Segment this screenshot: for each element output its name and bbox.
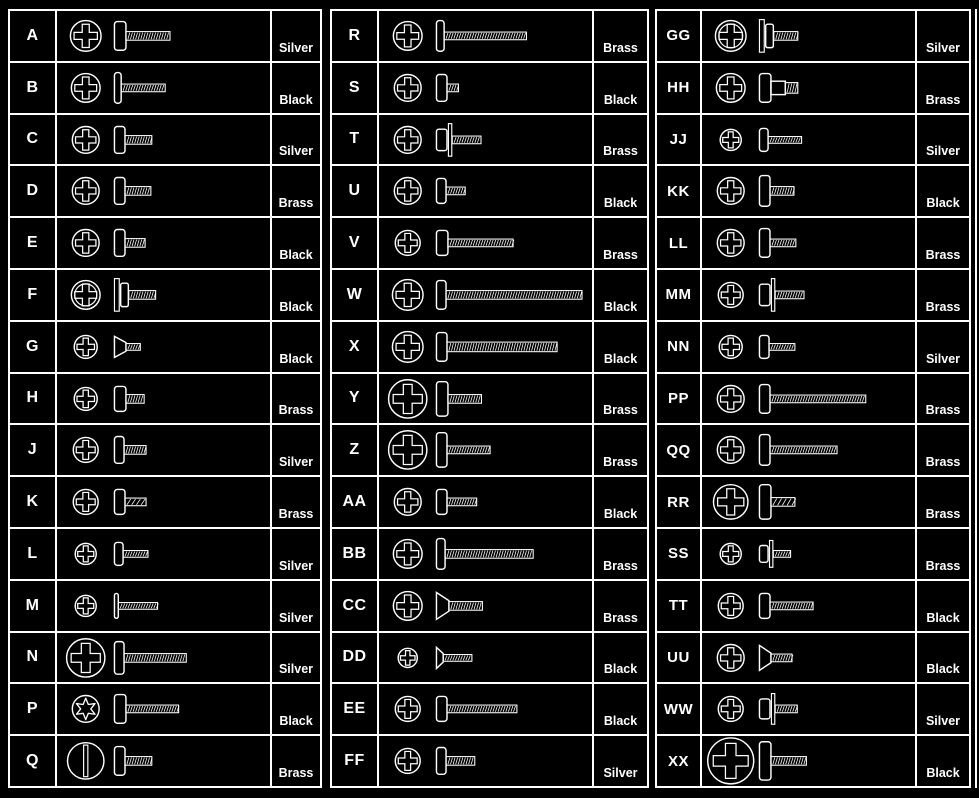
screw-pan-slot-icon [57,736,270,786]
screw-drawing [379,736,592,786]
finish-label: Brass [592,115,647,165]
table-row [657,164,969,216]
finish-label: Black [915,736,969,786]
screw-pan-phillips-icon [57,115,270,165]
table-row [332,61,647,113]
screw-csk-phillips-icon [702,633,915,683]
finish-label: Silver [915,684,969,734]
row-letter-label: A [10,11,57,61]
finish-label: Black [915,633,969,683]
screw-drawing [379,529,592,579]
table-row [657,682,969,734]
row-letter-label: NN [657,322,702,372]
row-letter-label: TT [657,581,702,631]
finish-label: Silver [270,425,320,475]
finish-label: Black [592,684,647,734]
screw-pan-phillips-icon [702,477,915,527]
screw-washer-phillips-icon [702,270,915,320]
screw-pan-phillips-icon [57,477,270,527]
screw-drawing [702,63,915,113]
table-row [657,579,969,631]
screw-pan-phillips-icon [379,11,592,61]
right-edge-border [975,9,977,788]
table-row [10,734,320,786]
finish-label: Brass [915,270,969,320]
finish-label: Silver [915,115,969,165]
row-letter-label: D [10,166,57,216]
finish-label: Brass [915,529,969,579]
table-row [332,423,647,475]
row-letter-label: DD [332,633,379,683]
row-letter-label: J [10,425,57,475]
screw-drawing [379,477,592,527]
row-letter-label: SS [657,529,702,579]
screw-drawing [57,425,270,475]
screw-pan-phillips-icon [379,166,592,216]
screw-drawing [57,322,270,372]
screw-washer-phillips-icon [702,529,915,579]
finish-label: Black [592,322,647,372]
row-letter-label: F [10,270,57,320]
finish-label: Silver [270,633,320,683]
screw-table-1 [8,9,322,788]
screw-pan-phillips-icon [702,218,915,268]
finish-label: Brass [915,425,969,475]
finish-label: Silver [270,115,320,165]
finish-label: Black [592,633,647,683]
screw-pan-phillips-icon [57,374,270,424]
screw-pan-phillips-icon [702,581,915,631]
screw-drawing [379,11,592,61]
row-letter-label: G [10,322,57,372]
screw-pan-phillips-icon [379,218,592,268]
table-row [10,682,320,734]
table-row [332,11,647,61]
row-letter-label: P [10,684,57,734]
screw-drawing [57,736,270,786]
finish-label: Silver [270,581,320,631]
screw-flange-phillips-icon [702,11,915,61]
row-letter-label: GG [657,11,702,61]
screw-drawing [702,218,915,268]
table-row [10,372,320,424]
screw-drawing [379,684,592,734]
table-row [332,734,647,786]
screw-pan-phillips-icon [702,115,915,165]
table-row [10,11,320,61]
table-row [10,268,320,320]
row-letter-label: UU [657,633,702,683]
screw-pan-phillips-icon [379,425,592,475]
screw-drawing [379,633,592,683]
finish-label: Black [270,322,320,372]
screw-drawing [57,374,270,424]
table-row [332,113,647,165]
screw-drawing [702,529,915,579]
row-letter-label: HH [657,63,702,113]
table-row [332,164,647,216]
table-row [10,113,320,165]
row-letter-label: QQ [657,425,702,475]
screw-pan-phillips-icon [702,425,915,475]
finish-label: Brass [592,581,647,631]
table-row [332,475,647,527]
screw-csk-phillips-icon [379,633,592,683]
screw-drawing [702,477,915,527]
row-letter-label: MM [657,270,702,320]
table-row [332,216,647,268]
screw-pan-phillips-icon [702,736,915,786]
screw-drawing [379,581,592,631]
screw-washer-phillips-icon [702,684,915,734]
table-row [657,320,969,372]
screw-pan-phillips-icon [702,322,915,372]
screw-table-3 [655,9,971,788]
row-letter-label: W [332,270,379,320]
screw-drawing [57,218,270,268]
screw-drawing [57,11,270,61]
screw-drawing [702,425,915,475]
screw-drawing [57,115,270,165]
table-row [332,579,647,631]
screw-drawing [57,529,270,579]
screw-pan-star-icon [57,684,270,734]
finish-label: Brass [270,166,320,216]
screw-drawing [702,736,915,786]
screw-drawing [379,322,592,372]
screw-drawing [379,63,592,113]
finish-label: Brass [592,11,647,61]
finish-label: Black [592,477,647,527]
finish-label: Silver [592,736,647,786]
row-letter-label: RR [657,477,702,527]
screw-drawing [57,581,270,631]
row-letter-label: K [10,477,57,527]
finish-label: Brass [592,425,647,475]
screw-pan-phillips-icon [379,322,592,372]
screw-drawing [379,270,592,320]
table-row [657,631,969,683]
table-row [10,61,320,113]
screw-pan-phillips-icon [379,736,592,786]
table-row [332,631,647,683]
screw-drawing [57,684,270,734]
screw-table-2 [330,9,649,788]
screw-drawing [379,425,592,475]
row-letter-label: R [332,11,379,61]
screw-drawing [702,374,915,424]
table-row [10,475,320,527]
finish-label: Brass [915,477,969,527]
screw-drawing [379,115,592,165]
screw-pan-phillips-icon [57,633,270,683]
row-letter-label: B [10,63,57,113]
table-row [657,216,969,268]
screw-pan-phillips-icon [379,374,592,424]
screw-pan-phillips-icon [57,63,270,113]
screw-drawing [57,633,270,683]
finish-label: Brass [915,374,969,424]
table-row [657,113,969,165]
finish-label: Silver [915,322,969,372]
screw-drawing [702,684,915,734]
finish-label: Brass [270,477,320,527]
row-letter-label: JJ [657,115,702,165]
finish-label: Black [915,166,969,216]
row-letter-label: EE [332,684,379,734]
screw-drawing [57,63,270,113]
screw-flange-phillips-icon [57,270,270,320]
screw-shoulder-phillips-icon [702,63,915,113]
table-row [657,423,969,475]
row-letter-label: H [10,374,57,424]
table-row [332,372,647,424]
screw-drawing [379,374,592,424]
row-letter-label: L [10,529,57,579]
table-row [657,61,969,113]
screw-drawing [702,633,915,683]
screw-csk-phillips-icon [379,581,592,631]
row-letter-label: KK [657,166,702,216]
screw-pan-phillips-icon [57,218,270,268]
table-row [657,11,969,61]
screw-drawing [379,218,592,268]
finish-label: Black [270,63,320,113]
row-letter-label: FF [332,736,379,786]
table-row [657,527,969,579]
screw-pan-phillips-icon [57,11,270,61]
row-letter-label: AA [332,477,379,527]
row-letter-label: BB [332,529,379,579]
row-letter-label: M [10,581,57,631]
table-row [10,527,320,579]
screw-drawing [57,166,270,216]
row-letter-label: E [10,218,57,268]
table-row [657,734,969,786]
finish-label: Brass [915,63,969,113]
row-letter-label: XX [657,736,702,786]
screw-pan-phillips-icon [379,529,592,579]
screw-pan-phillips-icon [57,166,270,216]
finish-label: Brass [915,218,969,268]
row-letter-label: V [332,218,379,268]
screw-drawing [379,166,592,216]
row-letter-label: Y [332,374,379,424]
table-row [332,320,647,372]
screw-drawing [702,166,915,216]
table-row [10,320,320,372]
screw-drawing [702,581,915,631]
row-letter-label: Z [332,425,379,475]
row-letter-label: CC [332,581,379,631]
screw-pan-phillips-icon [379,477,592,527]
screw-drawing [702,115,915,165]
row-letter-label: PP [657,374,702,424]
table-row [332,527,647,579]
screw-pan-phillips-icon [702,166,915,216]
finish-label: Black [270,270,320,320]
finish-label: Black [592,270,647,320]
finish-label: Silver [915,11,969,61]
table-row [10,423,320,475]
row-letter-label: S [332,63,379,113]
finish-label: Brass [592,374,647,424]
finish-label: Black [592,166,647,216]
row-letter-label: WW [657,684,702,734]
screw-drawing [57,270,270,320]
finish-label: Brass [270,374,320,424]
table-row [332,268,647,320]
finish-label: Black [270,218,320,268]
screw-pan-phillips-icon [57,581,270,631]
table-row [657,372,969,424]
finish-label: Brass [592,218,647,268]
row-letter-label: N [10,633,57,683]
screw-drawing [702,270,915,320]
screw-pan-phillips-icon [57,529,270,579]
screw-washer-phillips-icon [379,115,592,165]
screw-drawing [702,11,915,61]
row-letter-label: LL [657,218,702,268]
screw-pan-phillips-icon [379,270,592,320]
table-row [657,475,969,527]
finish-label: Black [270,684,320,734]
finish-label: Black [915,581,969,631]
table-row [10,216,320,268]
finish-label: Silver [270,11,320,61]
screw-csk-phillips-icon [57,322,270,372]
row-letter-label: T [332,115,379,165]
table-row [10,631,320,683]
row-letter-label: U [332,166,379,216]
screw-drawing [702,322,915,372]
table-row [10,579,320,631]
row-letter-label: X [332,322,379,372]
screw-pan-phillips-icon [379,63,592,113]
row-letter-label: C [10,115,57,165]
finish-label: Silver [270,529,320,579]
screw-pan-phillips-icon [379,684,592,734]
screw-pan-phillips-icon [57,425,270,475]
finish-label: Brass [592,529,647,579]
finish-label: Brass [270,736,320,786]
screw-pan-phillips-icon [702,374,915,424]
row-letter-label: Q [10,736,57,786]
screw-drawing [57,477,270,527]
table-row [657,268,969,320]
table-row [10,164,320,216]
table-row [332,682,647,734]
finish-label: Black [592,63,647,113]
